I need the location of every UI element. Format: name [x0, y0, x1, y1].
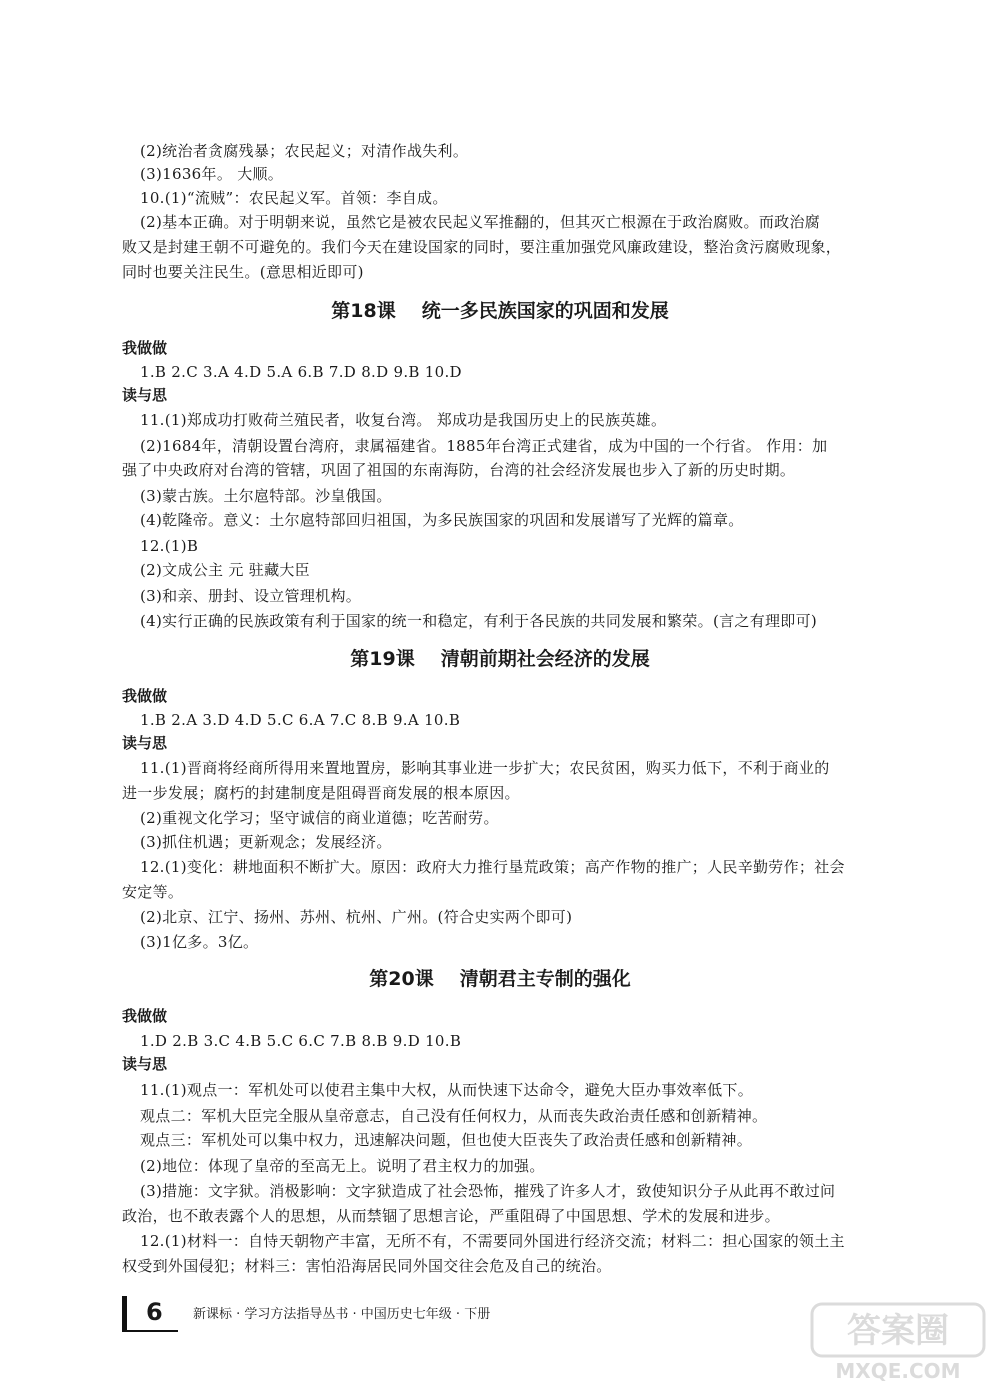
text-line: 进一步发展；腐朽的封建制度是阻碍晋商发展的根本原因。: [122, 784, 520, 802]
text-line: (2)重视文化学习；坚守诚信的商业道德；吃苦耐劳。: [140, 809, 499, 827]
text-line: 10.(1)“流贼”：农民起义军。首领：李自成。: [140, 189, 448, 207]
text-line: 11.(1)晋商将经商所得用来置地置房，影响其事业进一步扩大；农民贫困，购买力低下，不利于商业的: [140, 759, 830, 777]
text-line: (3)措施：文字狱。消极影响：文字狱造成了社会恐怖，摧残了许多人才，致使知识分子从此再不敢过问: [140, 1182, 836, 1200]
lesson-title: [0, 298, 1000, 324]
text-line: 观点二：军机大臣完全服从皇帝意志，自己没有任何权力，从而丧失政治责任感和创新精神。: [140, 1107, 768, 1125]
answer-key: 1.B 2.A 3.D 4.D 5.C 6.A 7.C 8.B 9.A 10.B: [140, 711, 461, 729]
text-line: (2)文成公主 元 驻藏大臣: [140, 561, 310, 579]
text-line: (2)地位：体现了皇帝的至高无上。说明了君主权力的加强。: [140, 1157, 545, 1175]
text-line: 安定等。: [122, 883, 184, 901]
lesson-title: [0, 966, 1000, 992]
answer-key: 1.B 2.C 3.A 4.D 5.A 6.B 7.D 8.D 9.B 10.D: [140, 363, 462, 381]
text-line: (2)1684年，清朝设置台湾府，隶属福建省。1885年台湾正式建省，成为中国的一个行省。 作用：加: [140, 437, 828, 455]
section-label: 读与思: [122, 386, 168, 404]
watermark-text: 答案圈: [847, 1311, 949, 1351]
section-label: 我做做: [122, 1007, 168, 1025]
text-line: (3)和亲、册封、设立管理机构。: [140, 587, 362, 605]
text-line: 同时也要关注民生。(意思相近即可): [122, 263, 364, 281]
text-line: (2)统治者贪腐残暴；农民起义；对清作战失利。: [140, 142, 469, 160]
text-line: (3)蒙古族。土尔扈特部。沙皇俄国。: [140, 487, 392, 505]
text-line: (4)实行正确的民族政策有利于国家的统一和稳定，有利于各民族的共同发展和繁荣。(言之有理即可): [140, 612, 818, 630]
book-title: 新课标 · 学习方法指导丛书 · 中国历史七年级 · 下册: [193, 1307, 491, 1322]
text-line: 败又是封建王朝不可避免的。我们今天在建设国家的同时，要注重加强党风廉政建设，整治贪污腐败现象，: [122, 238, 842, 256]
text-line: 强了中央政府对台湾的管辖，巩固了祖国的东南海防，台湾的社会经济发展也步入了新的历史时期。: [122, 461, 796, 479]
lesson-title: [0, 646, 1000, 672]
text-line: 12.(1)变化：耕地面积不断扩大。原因：政府大力推行垦荒政策；高产作物的推广；人民辛勤劳作；社会: [140, 858, 845, 876]
section-label: 我做做: [122, 339, 168, 357]
text-line: (3)抓住机遇；更新观念；发展经济。: [140, 833, 392, 851]
text-line: (3)1亿多。3亿。: [140, 933, 259, 951]
watermark-logo: [808, 1296, 988, 1386]
lesson-number: 第19课: [350, 648, 415, 670]
lesson-number: 第18课: [331, 300, 396, 322]
text-line: 权受到外国侵犯；材料三：害怕沿海居民同外国交往会危及自己的统治。: [122, 1257, 612, 1275]
section-label: 读与思: [122, 1055, 168, 1073]
text-line: (2)基本正确。对于明朝来说，虽然它是被农民起义军推翻的，但其灭亡根源在于政治腐败。而政治腐: [140, 213, 821, 231]
footer-bar: [122, 1296, 127, 1330]
text-line: 12.(1)B: [140, 537, 199, 555]
text-line: 政治，也不敢表露个人的思想，从而禁锢了思想言论，严重阻碍了中国思想、学术的发展和进步。: [122, 1207, 780, 1225]
lesson-name: 统一多民族国家的巩固和发展: [421, 300, 669, 322]
text-line: (3)1636年。 大顺。: [140, 165, 284, 183]
text-line: 11.(1)郑成功打败荷兰殖民者，收复台湾。 郑成功是我国历史上的民族英雄。: [140, 411, 667, 429]
text-line: 观点三：军机处可以集中权力，迅速解决问题，但也使大臣丧失了政治责任感和创新精神。: [140, 1131, 753, 1149]
lesson-name: 清朝君主专制的强化: [459, 968, 631, 990]
section-label: 读与思: [122, 734, 168, 752]
lesson-number: 第20课: [369, 968, 434, 990]
text-line: 12.(1)材料一：自恃天朝物产丰富，无所不有，不需要同外国进行经济交流；材料二：担心国家的领土主: [140, 1232, 845, 1250]
text-line: (2)北京、江宁、扬州、苏州、杭州、广州。(符合史实两个即可): [140, 908, 573, 926]
watermark-url: MXQE.COM: [835, 1359, 961, 1383]
answer-key: 1.D 2.B 3.C 4.B 5.C 6.C 7.B 8.B 9.D 10.B: [140, 1032, 462, 1050]
text-line: 11.(1)观点一：军机处可以使君主集中大权，从而快速下达命令，避免大臣办事效率低下。: [140, 1081, 754, 1099]
lesson-name: 清朝前期社会经济的发展: [440, 648, 650, 670]
footer-underline: [122, 1330, 178, 1332]
page-number: 6: [146, 1298, 163, 1326]
text-line: (4)乾隆帝。意义：土尔扈特部回归祖国，为多民族国家的巩固和发展谱写了光辉的篇章。: [140, 511, 744, 529]
section-label: 我做做: [122, 687, 168, 705]
